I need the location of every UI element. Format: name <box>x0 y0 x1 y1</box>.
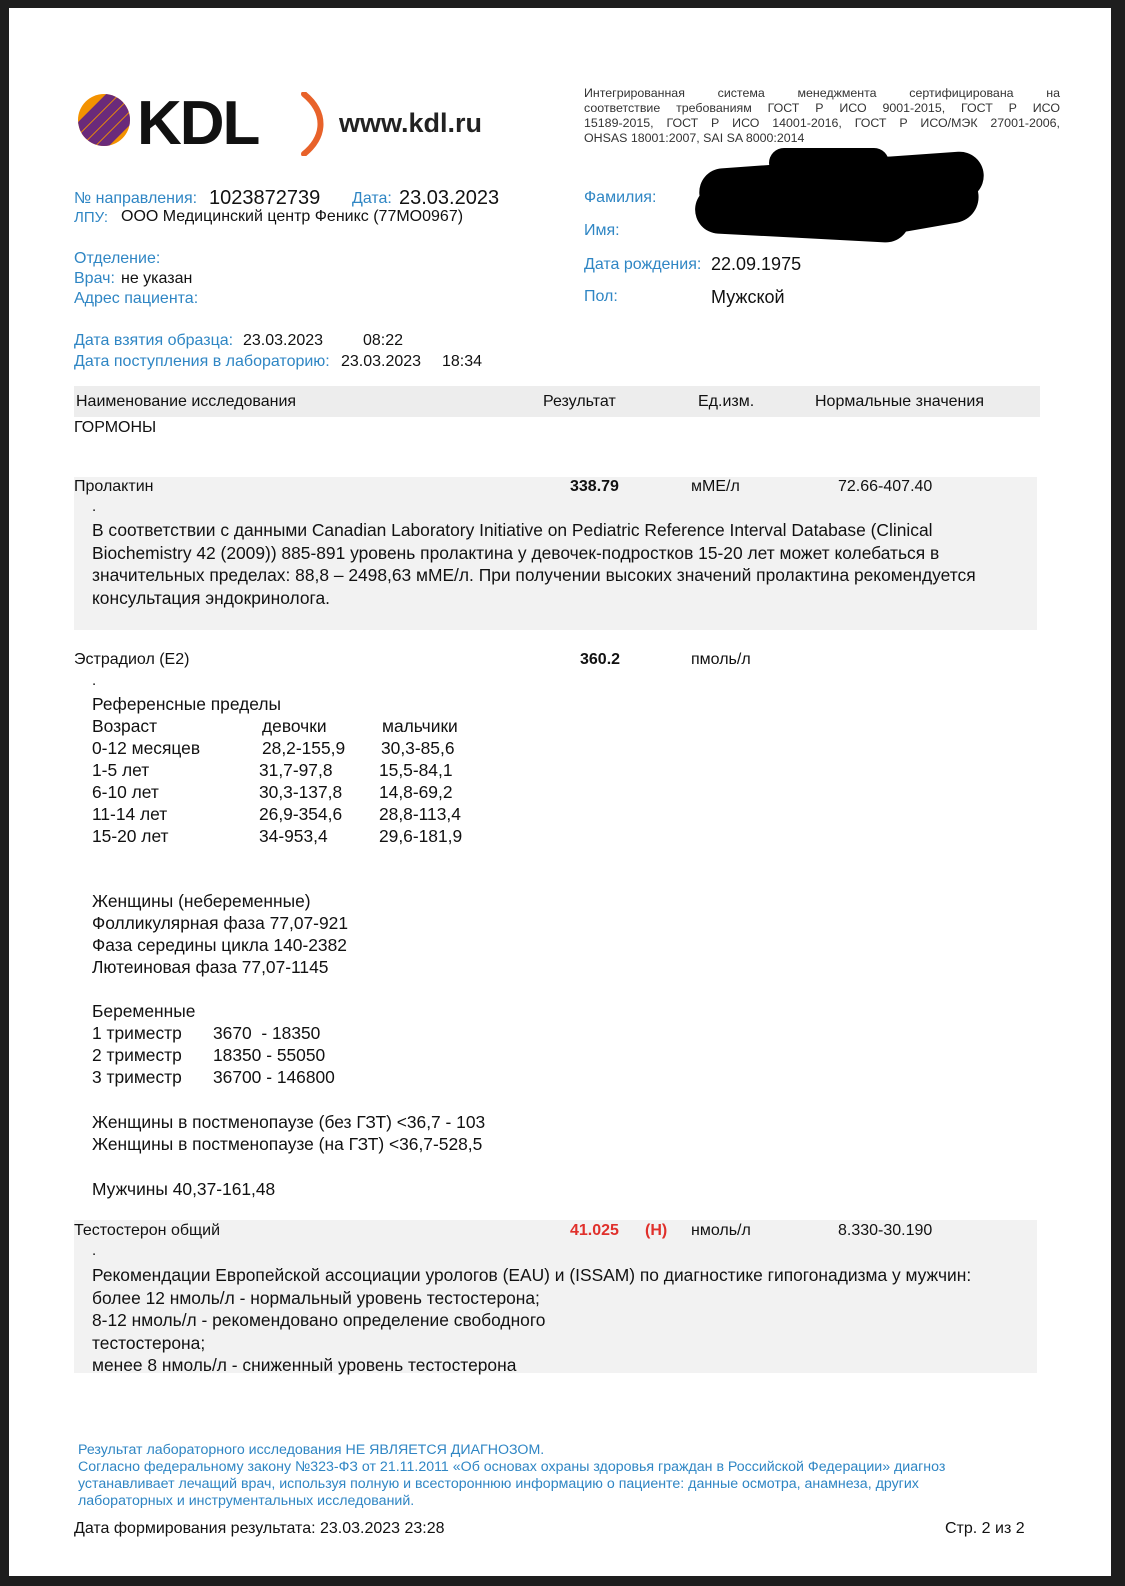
sample-label: Дата взятия образца: <box>74 332 234 349</box>
text-line: более 12 нмоль/л - нормальный уровень тестостерона; <box>92 1287 540 1308</box>
postmenopause-line: Женщины в постменопаузе (без ГЗТ) <36,7 - 103 <box>92 1112 486 1132</box>
doctor-value: не указан <box>121 270 193 287</box>
estradiol-unit: пмоль/л <box>691 651 751 668</box>
prolactin-name: Пролактин <box>74 478 154 495</box>
postmenopause-line: Женщины в постменопаузе (на ГЗТ) <36,7-528,5 <box>92 1134 483 1154</box>
date-value: 23.03.2023 <box>399 187 500 209</box>
prolactin-unit: мМЕ/л <box>691 478 740 495</box>
text-line: тестостерона; <box>92 1332 206 1353</box>
testosterone-flag: (H) <box>645 1222 668 1239</box>
kdl-logo-icon <box>78 94 130 146</box>
lpu-value: ООО Медицинский центр Феникс (77МО0967) <box>121 208 464 225</box>
page-number: Стр. 2 из 2 <box>945 1520 1025 1537</box>
name-label: Имя: <box>584 222 620 239</box>
address-label: Адрес пациента: <box>74 290 199 307</box>
text-line: Результат лабораторного исследования НЕ ЯВЛЯЕТСЯ ДИАГНОЗОМ. <box>78 1442 545 1458</box>
trimester-range: 36700 - 146800 <box>213 1067 335 1087</box>
received-label: Дата поступления в лабораторию: <box>74 353 330 370</box>
ref-header-girls: девочки <box>262 716 327 736</box>
testosterone-note <box>92 1264 971 1377</box>
testosterone-dot: . <box>92 1242 97 1259</box>
prolactin-result: 338.79 <box>570 478 619 495</box>
generated-date: Дата формирования результата: 23.03.2023 23:28 <box>74 1520 445 1537</box>
text-line: В соответствии с данными Canadian Laboratory Initiative on Pediatric Reference Interval Database (Clinical <box>92 520 933 540</box>
ref-girls: 28,2-155,9 <box>262 738 346 758</box>
text-line: OHSAS 18001:2007, SAI SA 8000:2014 <box>584 131 805 145</box>
col-result: Результат <box>543 393 616 410</box>
dept-label: Отделение: <box>74 250 161 267</box>
text-line: значительных пределах: 88,8 – 2498,63 мМЕ/л. При получении высоких значений пролактина рекомендуется <box>92 565 976 585</box>
date-label: Дата: <box>352 190 392 207</box>
testosterone-name: Тестостерон общий <box>74 1222 221 1239</box>
testosterone-range: 8.330-30.190 <box>838 1222 933 1239</box>
women-line: Фаза середины цикла 140-2382 <box>92 935 347 955</box>
text-line: менее 8 нмоль/л - сниженный уровень тестостерона <box>92 1355 517 1375</box>
women-line: Фолликулярная фаза 77,07-921 <box>92 913 348 933</box>
text-line: Biochemistry 42 (2009)) 885-891 уровень пролактина у девочек-подростков 15-20 лет может колебаться в <box>92 542 940 563</box>
doctor-label: Врач: <box>74 270 115 287</box>
estradiol-dot: . <box>92 672 97 689</box>
ref-age: 0-12 месяцев <box>92 738 201 758</box>
col-test-name: Наименование исследования <box>76 393 297 410</box>
col-unit: Ед.изм. <box>698 393 755 410</box>
text-line: лабораторных и инструментальных исследований. <box>78 1493 415 1509</box>
logo-arc-icon <box>298 92 328 156</box>
disclaimer <box>78 1442 945 1510</box>
col-range: Нормальные значения <box>815 393 984 410</box>
text-line: Интегрированная система менеджмента сертифицирована на <box>584 86 1060 100</box>
text-line: Рекомендации Европейской ассоциации урологов (EAU) и (ISSAM) по диагностике гипогонадизма у мужчин: <box>92 1265 972 1285</box>
ref-girls: 34-953,4 <box>259 826 328 846</box>
sample-time: 08:22 <box>363 332 404 349</box>
text-line: соответствие требованиям ГОСТ Р ИСО 9001-2015, ГОСТ Р ИСО <box>584 101 1060 115</box>
text-line: Согласно федеральному закону №323-ФЗ от 21.11.2011 «Об основах охраны здоровья граждан в Российской Федерации» диагноз <box>78 1459 946 1475</box>
prolactin-range: 72.66-407.40 <box>838 478 933 495</box>
site-url: www.kdl.ru <box>339 108 483 138</box>
prolactin-dot: . <box>92 498 97 515</box>
women-line: Лютеиновая фаза 77,07-1145 <box>92 957 329 977</box>
received-time: 18:34 <box>442 353 483 370</box>
ref-boys: 15,5-84,1 <box>379 760 453 780</box>
lab-report-page <box>9 8 1111 1576</box>
prolactin-note <box>92 519 976 609</box>
sex-value: Мужской <box>711 287 785 307</box>
estradiol-ref-title: Референсные пределы <box>92 694 282 714</box>
dob-value: 22.09.1975 <box>711 254 802 274</box>
dob-label: Дата рождения: <box>584 256 702 273</box>
text-line: 8-12 нмоль/л - рекомендовано определение свободного <box>92 1310 546 1330</box>
ref-age: 6-10 лет <box>92 782 159 802</box>
ref-girls: 26,9-354,6 <box>259 804 343 824</box>
ref-header-age: Возраст <box>92 716 158 736</box>
logo-text: KDL <box>137 89 259 158</box>
ref-age: 11-14 лет <box>92 804 168 824</box>
ref-girls: 31,7-97,8 <box>259 760 333 780</box>
sex-label: Пол: <box>584 288 618 305</box>
ref-label: № направления: <box>74 190 198 207</box>
ref-age: 15-20 лет <box>92 826 169 846</box>
ref-girls: 30,3-137,8 <box>259 782 343 802</box>
trimester-range: 3670 - 18350 <box>213 1023 321 1043</box>
ref-boys: 28,8-113,4 <box>379 804 461 824</box>
lpu-label: ЛПУ: <box>74 209 108 226</box>
ref-boys: 14,8-69,2 <box>379 782 453 802</box>
ref-value: 1023872739 <box>209 187 321 209</box>
testosterone-unit: нмоль/л <box>691 1222 751 1239</box>
estradiol-name: Эстрадиол (Е2) <box>74 651 190 668</box>
trimester-label: 2 триместр <box>92 1045 182 1065</box>
men-line: Мужчины 40,37-161,48 <box>92 1179 276 1199</box>
estradiol-result: 360.2 <box>580 651 621 668</box>
sample-date: 23.03.2023 <box>243 332 324 349</box>
certification-text <box>584 86 1060 146</box>
section-title: ГОРМОНЫ <box>74 419 157 436</box>
women-title: Женщины (небеременные) <box>92 891 311 911</box>
text-line: устанавливает лечащий врач, используя полную и всестороннюю информацию о пациенте: данные осмотра, анамнеза, других <box>78 1476 919 1492</box>
testosterone-result: 41.025 <box>570 1222 619 1239</box>
trimester-range: 18350 - 55050 <box>213 1045 326 1065</box>
pregnant-title: Беременные <box>92 1001 196 1021</box>
surname-label: Фамилия: <box>584 189 657 206</box>
text-line: 15189-2015, ГОСТ Р ИСО 14001-2016, ГОСТ Р ИСО/МЭК 27001-2006, <box>584 116 1060 130</box>
received-date: 23.03.2023 <box>341 353 422 370</box>
trimester-label: 1 триместр <box>92 1023 182 1043</box>
ref-boys: 29,6-181,9 <box>379 826 463 846</box>
trimester-label: 3 триместр <box>92 1067 182 1087</box>
ref-boys: 30,3-85,6 <box>381 738 455 758</box>
ref-age: 1-5 лет <box>92 760 150 780</box>
ref-header-boys: мальчики <box>382 716 458 736</box>
text-line: консультация эндокринолога. <box>92 587 330 608</box>
